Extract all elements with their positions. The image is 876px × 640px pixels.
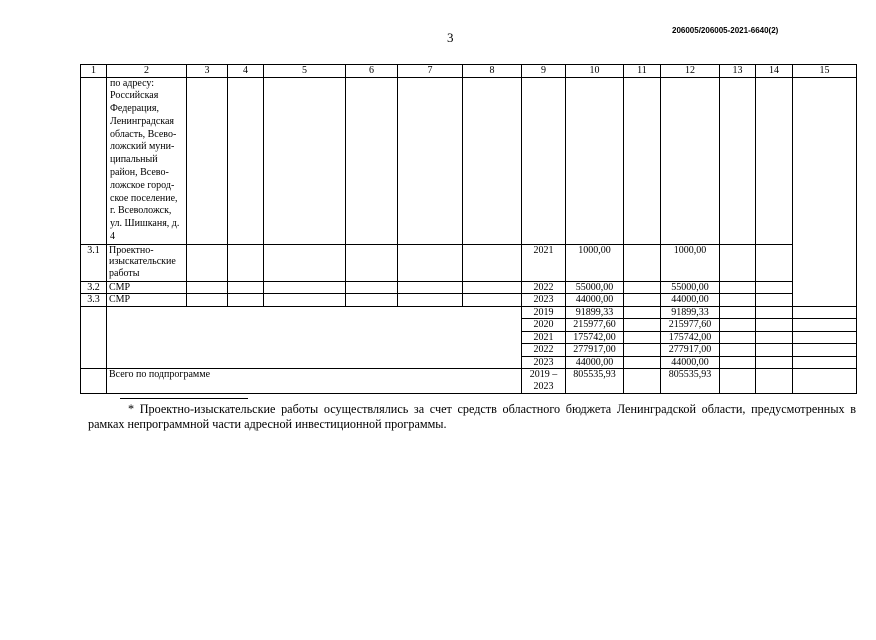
- footnote: * Проектно-изыскательские работы осуществлялись за счет средств областного бюджета Ленинградской области, предусмотренных в рамках непрограммной части адресной инвестиционной программы.: [88, 402, 856, 431]
- header-cell: 6: [346, 65, 398, 78]
- row-name: СМР: [107, 281, 187, 294]
- row-col12: 55000,00: [661, 281, 720, 294]
- row-col12: 277917,00: [661, 344, 720, 357]
- header-cell: 4: [228, 65, 264, 78]
- footnote-divider: [120, 398, 248, 399]
- row-col12: 44000,00: [661, 294, 720, 307]
- object-address: по адресу: Российская Федерация, Ленинградская область, Всево-ложский муни-ципальный район, Всево-ложское город-ское поселение, г. Всеволожск, ул. Шишканя, д. 4: [107, 77, 187, 244]
- row-number: 3.3: [81, 294, 107, 307]
- row-year: 2020: [522, 319, 566, 332]
- total-col12: 805535,93: [661, 369, 720, 394]
- row-number: 3.2: [81, 281, 107, 294]
- document-id: 206005/206005-2021-6640(2): [672, 26, 779, 35]
- row-col10: 1000,00: [566, 244, 624, 281]
- row-year: 2021: [522, 244, 566, 281]
- table-row: [81, 281, 857, 294]
- total-years: 2019 – 2023: [522, 369, 566, 394]
- table-row: [81, 244, 857, 281]
- page-number: 3: [447, 30, 454, 45]
- table-row: [81, 77, 857, 244]
- table-header-row: [81, 65, 857, 78]
- row-col10: 91899,33: [566, 306, 624, 319]
- header-cell: 5: [264, 65, 346, 78]
- row-year: 2021: [522, 331, 566, 344]
- row-col10: 175742,00: [566, 331, 624, 344]
- total-col10: 805535,93: [566, 369, 624, 394]
- header-cell: 10: [566, 65, 624, 78]
- row-col10: 55000,00: [566, 281, 624, 294]
- program-table: [80, 64, 857, 394]
- row-number: 3.1: [81, 244, 107, 281]
- row-name: СМР: [107, 294, 187, 307]
- header-cell: 13: [720, 65, 756, 78]
- row-col10: 44000,00: [566, 356, 624, 369]
- header-cell: 14: [756, 65, 793, 78]
- header-cell: 8: [463, 65, 522, 78]
- header-cell: 12: [661, 65, 720, 78]
- row-col10: 44000,00: [566, 294, 624, 307]
- total-label: Всего по подпрограмме: [107, 369, 522, 394]
- row-col12: 1000,00: [661, 244, 720, 281]
- header-cell: 7: [398, 65, 463, 78]
- row-year: 2019: [522, 306, 566, 319]
- row-year: 2022: [522, 344, 566, 357]
- row-col12: 175742,00: [661, 331, 720, 344]
- row-col10: 277917,00: [566, 344, 624, 357]
- row-col12: 91899,33: [661, 306, 720, 319]
- total-row: [81, 369, 857, 394]
- row-name: Проектно-изыскательские работы: [107, 244, 187, 281]
- row-year: 2022: [522, 281, 566, 294]
- row-year: 2023: [522, 294, 566, 307]
- header-cell: 15: [793, 65, 857, 78]
- table-row: [81, 294, 857, 307]
- header-cell: 2: [107, 65, 187, 78]
- row-year: 2023: [522, 356, 566, 369]
- table-row: [81, 306, 857, 319]
- header-cell: 9: [522, 65, 566, 78]
- header-cell: 1: [81, 65, 107, 78]
- row-col12: 215977,60: [661, 319, 720, 332]
- row-col12: 44000,00: [661, 356, 720, 369]
- header-cell: 11: [624, 65, 661, 78]
- row-col10: 215977,60: [566, 319, 624, 332]
- header-cell: 3: [187, 65, 228, 78]
